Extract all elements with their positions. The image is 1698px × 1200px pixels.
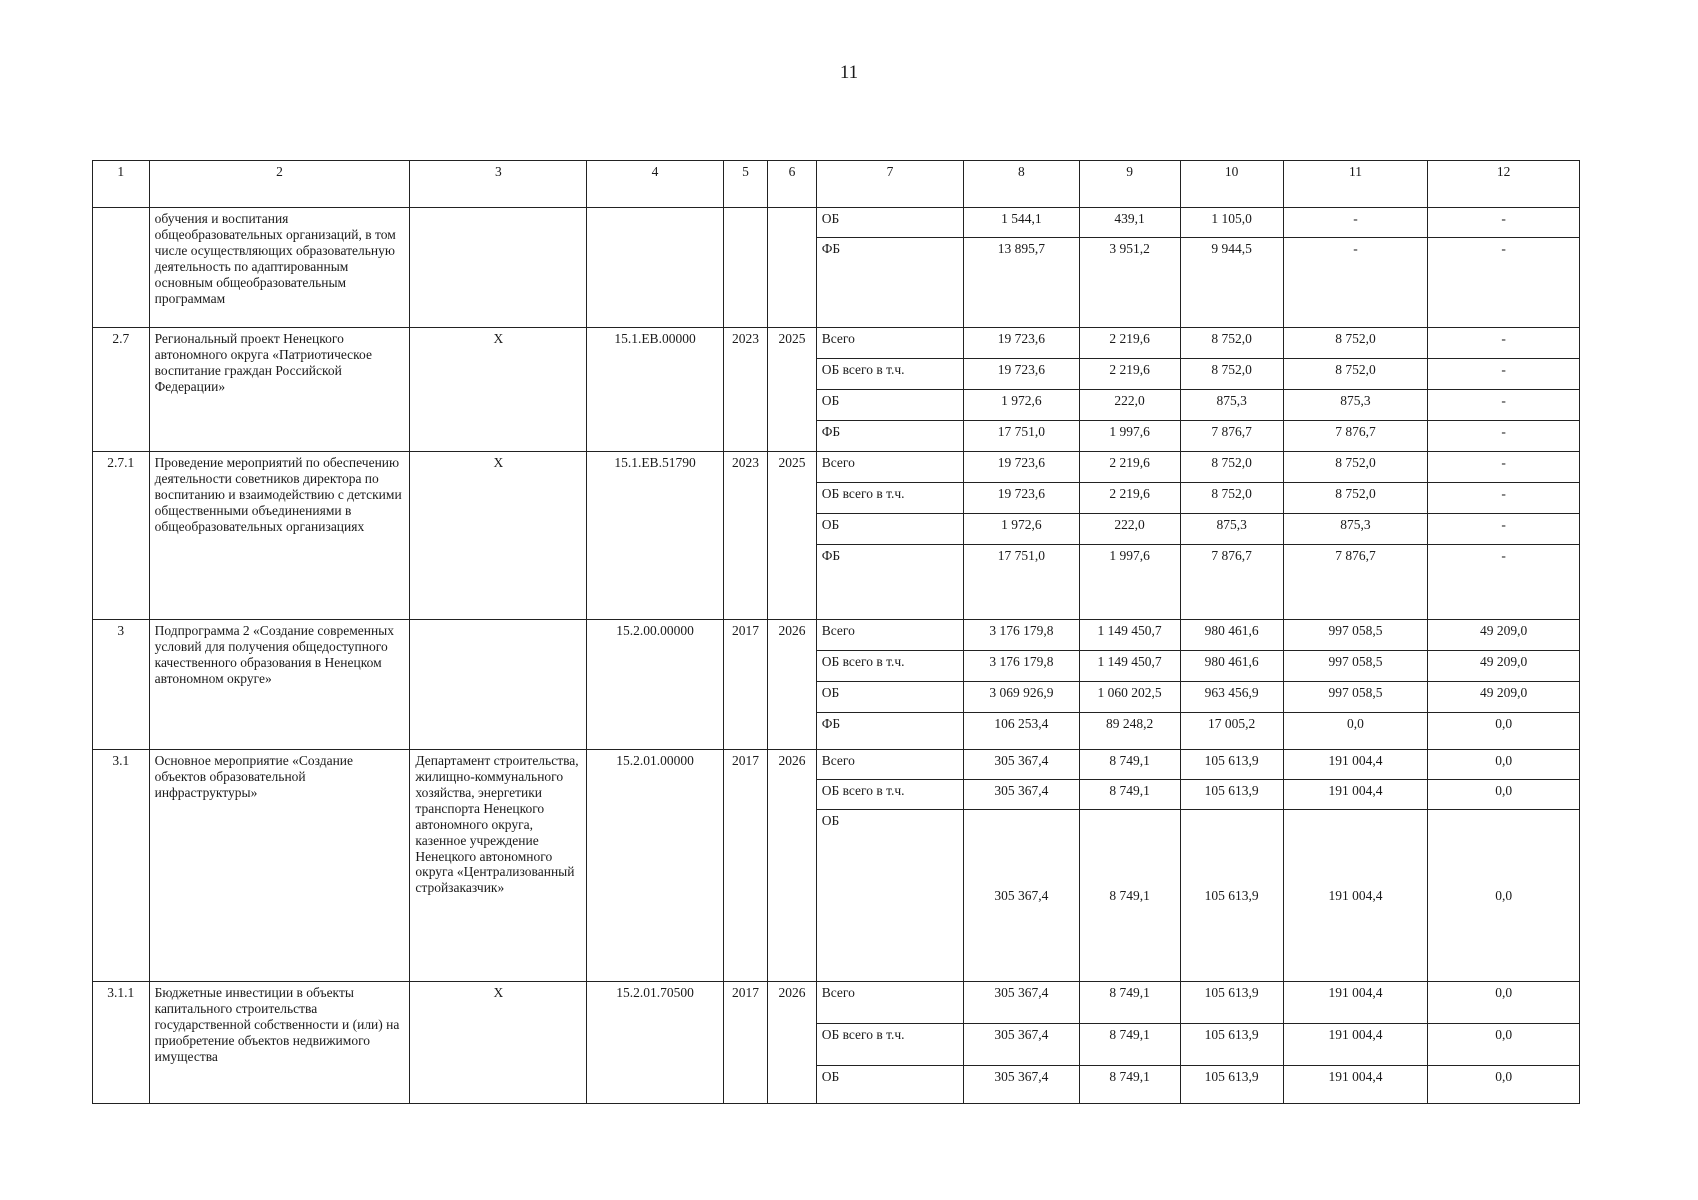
table-row [93,982,1580,1024]
funding-source-cell: Всего [816,750,964,780]
funding-source-cell: ОБ [816,514,964,545]
funding-source-cell: ОБ [816,1066,964,1104]
column-header: 9 [1079,161,1180,208]
row-number-cell: 2.7.1 [93,452,150,620]
amount-cell: 8 752,0 [1283,452,1428,483]
page-number: 11 [839,62,859,83]
amount-cell: 439,1 [1079,208,1180,238]
amount-cell: 17 751,0 [964,421,1079,452]
start-year-cell: 2017 [723,982,767,1104]
amount-cell: 19 723,6 [964,328,1079,359]
start-year-cell: 2017 [723,750,767,982]
amount-cell: 1 972,6 [964,514,1079,545]
amount-cell: 0,0 [1283,713,1428,750]
header-row [93,161,1580,208]
end-year-cell: 2026 [768,620,817,750]
funding-source-cell: ОБ [816,390,964,421]
amount-cell: 8 752,0 [1180,359,1283,390]
amount-cell: - [1428,328,1580,359]
amount-cell: 3 951,2 [1079,238,1180,328]
amount-cell: 105 613,9 [1180,1066,1283,1104]
amount-cell: - [1428,208,1580,238]
amount-cell: 3 176 179,8 [964,620,1079,651]
amount-cell: 7 876,7 [1180,545,1283,620]
amount-cell: - [1428,514,1580,545]
amount-cell: 8 749,1 [1079,1024,1180,1066]
amount-cell: 17 751,0 [964,545,1079,620]
funding-source-cell: ОБ [816,208,964,238]
amount-cell: 8 752,0 [1283,359,1428,390]
amount-cell: 191 004,4 [1283,810,1428,982]
amount-cell: 0,0 [1428,982,1580,1024]
amount-cell: 7 876,7 [1283,545,1428,620]
column-header: 12 [1428,161,1580,208]
measure-name-cell: Проведение мероприятий по обеспечению деятельности советников директора по воспитанию и взаимодействию с детскими общественными объединениями в общеобразовательных организациях [149,452,410,620]
amount-cell: 8 752,0 [1180,483,1283,514]
measure-name-cell: Основное мероприятие «Создание объектов образовательной инфраструктуры» [149,750,410,982]
amount-cell: - [1428,359,1580,390]
amount-cell: 3 069 926,9 [964,682,1079,713]
funding-source-cell: ОБ всего в т.ч. [816,483,964,514]
funding-source-cell: ОБ [816,810,964,982]
column-header: 8 [964,161,1079,208]
amount-cell: 875,3 [1283,390,1428,421]
amount-cell: 8 749,1 [1079,780,1180,810]
table-row [93,328,1580,359]
executor-cell: Х [410,452,587,620]
amount-cell: 19 723,6 [964,483,1079,514]
amount-cell: 191 004,4 [1283,1066,1428,1104]
funding-source-cell: ОБ [816,682,964,713]
amount-cell: 305 367,4 [964,1066,1079,1104]
amount-cell: 19 723,6 [964,452,1079,483]
amount-cell: 89 248,2 [1079,713,1180,750]
amount-cell: 2 219,6 [1079,359,1180,390]
table-row [93,452,1580,483]
table-row [93,620,1580,651]
measure-name-cell: Региональный проект Ненецкого автономного округа «Патриотическое воспитание граждан Российской Федерации» [149,328,410,452]
funding-source-cell: ОБ всего в т.ч. [816,651,964,682]
row-number-cell [93,208,150,328]
amount-cell: - [1428,390,1580,421]
row-number-cell: 3 [93,620,150,750]
funding-source-cell: ОБ всего в т.ч. [816,780,964,810]
amount-cell: - [1428,238,1580,328]
end-year-cell: 2025 [768,452,817,620]
amount-cell: 1 149 450,7 [1079,620,1180,651]
amount-cell: 2 219,6 [1079,452,1180,483]
measure-name-cell: обучения и воспитания общеобразовательных организаций, в том числе осуществляющих образовательную деятельность по адаптированным основным общеобразовательным программам [149,208,410,328]
amount-cell: 305 367,4 [964,750,1079,780]
executor-cell [410,208,587,328]
amount-cell: 222,0 [1079,390,1180,421]
column-header: 3 [410,161,587,208]
amount-cell: 106 253,4 [964,713,1079,750]
measure-name-cell: Подпрограмма 2 «Создание современных условий для получения общедоступного качественного образования в Ненецком автономном округе» [149,620,410,750]
amount-cell: - [1283,208,1428,238]
amount-cell: 1 149 450,7 [1079,651,1180,682]
amount-cell: 8 749,1 [1079,982,1180,1024]
amount-cell: 17 005,2 [1180,713,1283,750]
column-header: 4 [587,161,723,208]
funding-source-cell: Всего [816,452,964,483]
row-number-cell: 3.1.1 [93,982,150,1104]
column-header: 11 [1283,161,1428,208]
budget-code-cell [587,208,723,328]
funding-source-cell: ФБ [816,421,964,452]
amount-cell: 191 004,4 [1283,780,1428,810]
executor-cell: Х [410,982,587,1104]
amount-cell: 8 752,0 [1283,328,1428,359]
amount-cell: 49 209,0 [1428,651,1580,682]
amount-cell: 1 544,1 [964,208,1079,238]
amount-cell: 1 972,6 [964,390,1079,421]
amount-cell: 105 613,9 [1180,1024,1283,1066]
amount-cell: 222,0 [1079,514,1180,545]
table-row [93,208,1580,238]
amount-cell: 8 749,1 [1079,750,1180,780]
amount-cell: 9 944,5 [1180,238,1283,328]
amount-cell: 191 004,4 [1283,1024,1428,1066]
amount-cell: - [1428,421,1580,452]
end-year-cell: 2026 [768,982,817,1104]
budget-code-cell: 15.1.ЕВ.00000 [587,328,723,452]
budget-code-cell: 15.1.ЕВ.51790 [587,452,723,620]
amount-cell: 49 209,0 [1428,620,1580,651]
amount-cell: 0,0 [1428,750,1580,780]
amount-cell: - [1283,238,1428,328]
funding-source-cell: Всего [816,620,964,651]
amount-cell: 2 219,6 [1079,483,1180,514]
table-row [93,750,1580,780]
amount-cell: 963 456,9 [1180,682,1283,713]
amount-cell: 997 058,5 [1283,682,1428,713]
budget-code-cell: 15.2.01.70500 [587,982,723,1104]
funding-source-cell: ФБ [816,238,964,328]
end-year-cell [768,208,817,328]
amount-cell: 191 004,4 [1283,750,1428,780]
amount-cell: 305 367,4 [964,982,1079,1024]
executor-cell: Департамент строительства, жилищно-коммунального хозяйства, энергетики транспорта Ненецкого автономного округа, казенное учреждение Ненецкого автономного округа «Централизованный стройзаказчик» [410,750,587,982]
amount-cell: 13 895,7 [964,238,1079,328]
funding-source-cell: ОБ всего в т.ч. [816,1024,964,1066]
amount-cell: 8 752,0 [1180,328,1283,359]
column-header: 1 [93,161,150,208]
column-header: 7 [816,161,964,208]
funding-source-cell: Всего [816,982,964,1024]
amount-cell: 0,0 [1428,780,1580,810]
column-header: 2 [149,161,410,208]
start-year-cell: 2023 [723,452,767,620]
amount-cell: 875,3 [1283,514,1428,545]
amount-cell: 8 749,1 [1079,1066,1180,1104]
budget-code-cell: 15.2.00.00000 [587,620,723,750]
start-year-cell [723,208,767,328]
amount-cell: - [1428,452,1580,483]
amount-cell: 105 613,9 [1180,810,1283,982]
amount-cell: 305 367,4 [964,1024,1079,1066]
amount-cell: - [1428,483,1580,514]
measure-name-cell: Бюджетные инвестиции в объекты капитального строительства государственной собственности и (или) на приобретение объектов недвижимого имущества [149,982,410,1104]
budget-table [92,160,1580,1104]
amount-cell: 997 058,5 [1283,620,1428,651]
amount-cell: 0,0 [1428,1066,1580,1104]
column-header: 5 [723,161,767,208]
column-header: 10 [1180,161,1283,208]
amount-cell: 980 461,6 [1180,651,1283,682]
amount-cell: 980 461,6 [1180,620,1283,651]
amount-cell: 0,0 [1428,713,1580,750]
amount-cell: 875,3 [1180,514,1283,545]
amount-cell: 8 752,0 [1283,483,1428,514]
amount-cell: 305 367,4 [964,780,1079,810]
funding-source-cell: ОБ всего в т.ч. [816,359,964,390]
executor-cell: Х [410,328,587,452]
row-number-cell: 3.1 [93,750,150,982]
amount-cell: 997 058,5 [1283,651,1428,682]
amount-cell: 7 876,7 [1180,421,1283,452]
amount-cell: 1 060 202,5 [1079,682,1180,713]
amount-cell: 305 367,4 [964,810,1079,982]
start-year-cell: 2023 [723,328,767,452]
row-number-cell: 2.7 [93,328,150,452]
amount-cell: 7 876,7 [1283,421,1428,452]
amount-cell: 1 105,0 [1180,208,1283,238]
amount-cell: 8 752,0 [1180,452,1283,483]
column-header: 6 [768,161,817,208]
amount-cell: 49 209,0 [1428,682,1580,713]
amount-cell: - [1428,545,1580,620]
end-year-cell: 2025 [768,328,817,452]
budget-code-cell: 15.2.01.00000 [587,750,723,982]
funding-source-cell: Всего [816,328,964,359]
amount-cell: 105 613,9 [1180,982,1283,1024]
amount-cell: 2 219,6 [1079,328,1180,359]
amount-cell: 8 749,1 [1079,810,1180,982]
executor-cell [410,620,587,750]
amount-cell: 3 176 179,8 [964,651,1079,682]
amount-cell: 875,3 [1180,390,1283,421]
amount-cell: 19 723,6 [964,359,1079,390]
start-year-cell: 2017 [723,620,767,750]
amount-cell: 0,0 [1428,1024,1580,1066]
funding-source-cell: ФБ [816,713,964,750]
amount-cell: 191 004,4 [1283,982,1428,1024]
end-year-cell: 2026 [768,750,817,982]
amount-cell: 0,0 [1428,810,1580,982]
funding-source-cell: ФБ [816,545,964,620]
amount-cell: 1 997,6 [1079,421,1180,452]
amount-cell: 105 613,9 [1180,780,1283,810]
amount-cell: 105 613,9 [1180,750,1283,780]
amount-cell: 1 997,6 [1079,545,1180,620]
